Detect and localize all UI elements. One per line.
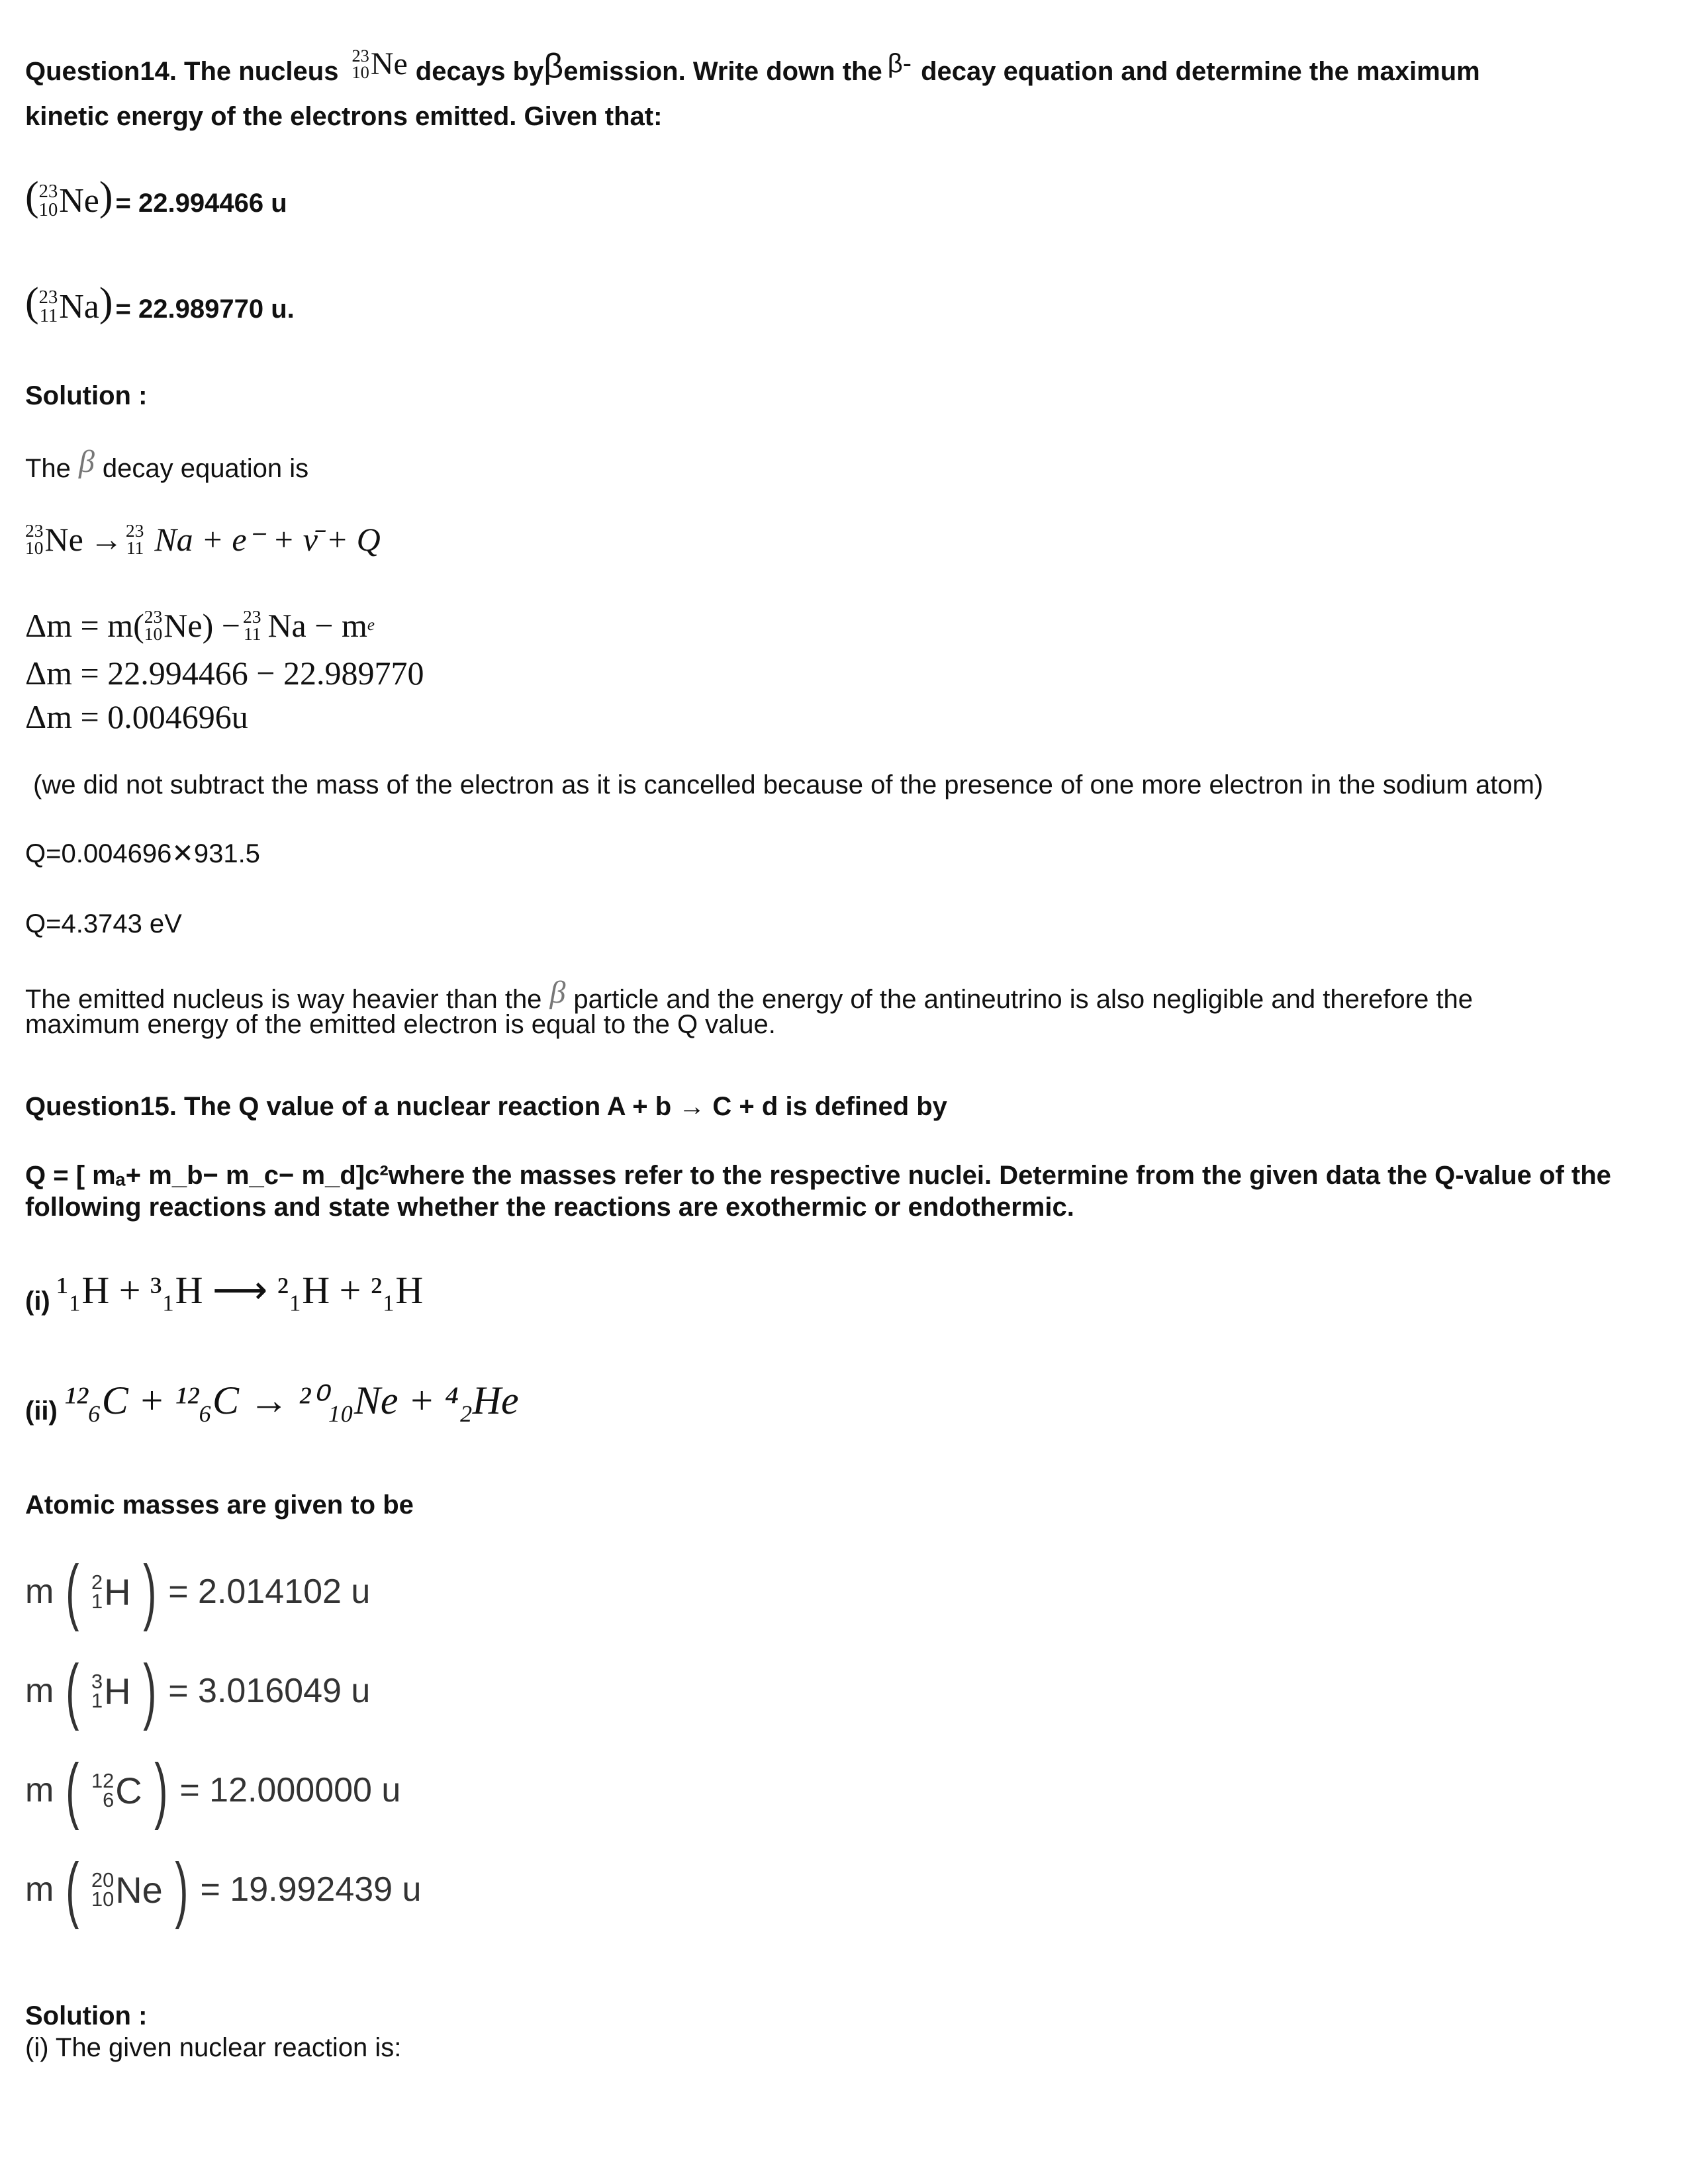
q-calculation: Q=0.004696✕931.5 <box>25 839 260 868</box>
mass-value: = 19.992439 u <box>200 1870 422 1909</box>
q-result: Q=4.3743 eV <box>25 909 182 938</box>
decay-products: Na + e⁻ + ν̄ + Q <box>154 521 381 558</box>
q14-line1 <box>25 48 1480 87</box>
decay-intro: The β decay equation is <box>25 444 309 483</box>
beta-symbol: β <box>549 975 566 1010</box>
q15-line3: following reactions and state whether the reactions are exothermic or endothermic. <box>25 1193 1074 1222</box>
beta-minus-symbol: β- <box>887 49 912 79</box>
delta-m-line3: Δm = 0.004696u <box>25 698 248 735</box>
reaction-i-label: (i) <box>25 1287 50 1316</box>
mass-value: = 2.014102 u <box>168 1572 371 1611</box>
solution-heading: Solution : <box>25 2001 148 2030</box>
mass-row-c12: m ( 12 6 C ) = 12.000000 u <box>25 1749 401 1831</box>
q14-text-b: decays by <box>415 57 544 87</box>
given-ne-mass: ( 23 10 Ne ) = 22.994466 u <box>25 174 287 220</box>
solution-15-line1: (i) The given nuclear reaction is: <box>25 2033 402 2062</box>
na-nucleus-symbol: 23 11 Na <box>38 287 99 326</box>
mass-value: = 3.016049 u <box>168 1672 371 1710</box>
mass-row-h3: m ( 3 1 H ) = 3.016049 u <box>25 1650 371 1731</box>
na-nucleus-symbol: 23 11 <box>125 520 144 558</box>
ne-nucleus-symbol: 23 10 Ne <box>352 46 408 83</box>
na-nucleus-symbol: 23 11 <box>242 606 261 644</box>
electron-mass-note: (we did not subtract the mass of the electron as it is cancelled because of the presence of one more electron in the sodium atom) <box>33 770 1544 799</box>
q14-line2: kinetic energy of the electrons emitted. Given that: <box>25 102 663 131</box>
q14-text-c: emission. Write down the <box>563 57 882 87</box>
decay-equation: 23 10 Ne → 23 11 Na + e⁻ + ν̄ + Q <box>25 520 381 558</box>
ne-nucleus-symbol: 23 10 Ne <box>38 181 99 220</box>
solution-heading: Solution : <box>25 381 148 410</box>
delta-m-line1: Δm = m( 23 10 Ne) − 23 11 Na − m e <box>25 606 375 644</box>
q15-line2: Q = [ mₐ+ m_b− m_c− m_d]c²where the masses refer to the respective nuclei. Determine from the given data the Q-value of the <box>25 1161 1611 1190</box>
reaction-ii-label: (ii) <box>25 1396 58 1426</box>
mass-row-h2: m ( 2 1 H ) = 2.014102 u <box>25 1551 371 1632</box>
ne-nucleus-symbol: 23 10 <box>144 606 163 644</box>
given-na-mass: ( 23 11 Na ) = 22.989770 u. <box>25 280 295 326</box>
mass-row-ne20: m ( 20 10 Ne ) = 19.992439 u <box>25 1848 422 1930</box>
q15-line1: Question15. The Q value of a nuclear reaction A + b → C + d is defined by <box>25 1092 947 1121</box>
reaction-ii <box>25 1379 519 1426</box>
beta-symbol: β <box>543 47 564 86</box>
ne-nucleus-symbol: 23 10 Ne <box>25 520 83 558</box>
max-energy-para-line2: maximum energy of the emitted electron is equal to the Q value. <box>25 1010 776 1039</box>
reaction-i-equation: ¹₁H + ³₁H ⟶ ²₁H + ²₁H <box>56 1269 424 1312</box>
q14-text-a: Question14. The nucleus <box>25 57 339 87</box>
reaction-ii-equation: ¹²₆C + ¹²₆C → ²⁰₁₀Ne + ⁴₂He <box>64 1379 519 1422</box>
beta-symbol: β <box>78 444 95 479</box>
given-ne-value: = 22.994466 u <box>115 189 287 218</box>
atomic-masses-heading: Atomic masses are given to be <box>25 1490 414 1520</box>
reaction-i <box>25 1269 424 1316</box>
given-na-value: = 22.989770 u. <box>115 295 295 324</box>
max-energy-para-line1: The emitted nucleus is way heavier than the β particle and the energy of the antineutrino is also negligible and therefore the <box>25 975 1474 1014</box>
mass-value: = 12.000000 u <box>179 1771 401 1809</box>
q14-text-d: decay equation and determine the maximum <box>921 57 1480 87</box>
delta-m-line2: Δm = 22.994466 − 22.989770 <box>25 655 424 692</box>
